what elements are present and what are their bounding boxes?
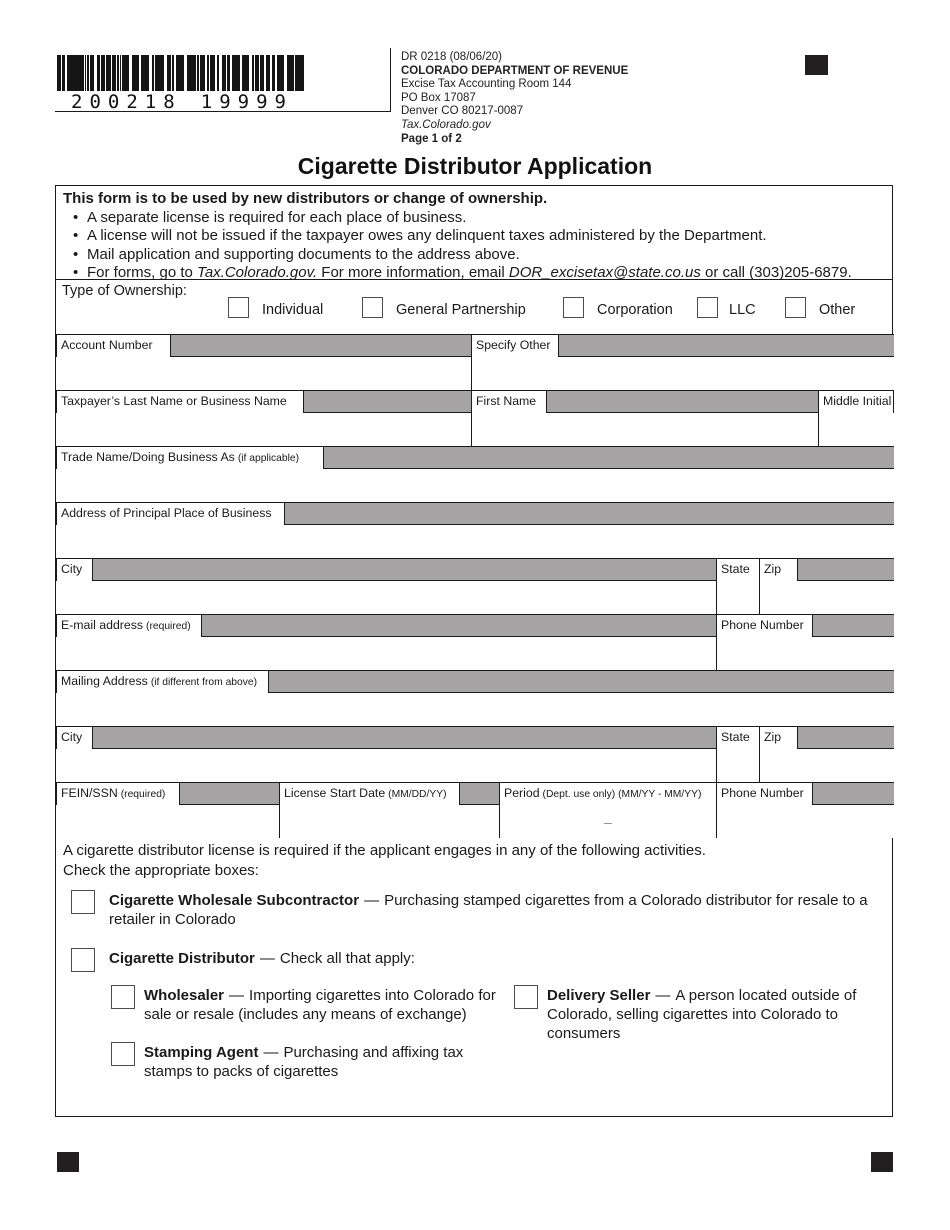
state-input-1[interactable]: [716, 581, 759, 614]
trade-name-input[interactable]: [56, 469, 894, 502]
city-input-1[interactable]: [56, 581, 716, 614]
agency-website: Tax.Colorado.gov: [401, 118, 491, 131]
trade-name-header-row: [56, 446, 894, 469]
cigarette-distributor-text: Cigarette Distributor — Check all that apply:: [109, 950, 415, 967]
ownership-corporation-checkbox[interactable]: [563, 297, 584, 318]
ownership-other-checkbox[interactable]: [785, 297, 806, 318]
email-input[interactable]: [56, 637, 716, 670]
period-dash: –: [604, 813, 612, 830]
fein-label: FEIN/SSN (required): [56, 782, 180, 806]
mailing-address-input[interactable]: [56, 693, 894, 726]
agency-address-line1: Excise Tax Accounting Room 144: [401, 78, 572, 91]
instructions-list: [63, 209, 885, 283]
zip-input-1[interactable]: [759, 581, 894, 614]
stamping-agent-checkbox[interactable]: [111, 1042, 135, 1066]
phone-label-1: Phone Number: [716, 614, 813, 638]
city-input-2[interactable]: [56, 749, 716, 782]
state-input-2[interactable]: [716, 749, 759, 782]
phone-input-1[interactable]: [716, 637, 894, 670]
barcode-frame: [55, 48, 391, 112]
instruction-bullet-4: • For forms, go to Tax.Colorado.gov. For more information, email DOR_excisetax@state.co.us or call (303)205-6879.: [63, 264, 885, 283]
barcode-number-right: 19999: [200, 91, 293, 113]
email-input-row: [56, 637, 894, 670]
instructions-heading: This form is to be used by new distributors or change of ownership.: [63, 190, 548, 207]
ownership-individual-checkbox[interactable]: [228, 297, 249, 318]
ownership-other-label: Other: [819, 302, 856, 318]
phone-label-2: Phone Number: [716, 782, 813, 806]
email-label: E-mail address (required): [56, 614, 202, 638]
state-label-2: State: [716, 726, 760, 750]
account-number-label: Account Number: [56, 334, 171, 358]
agency-address-block: [401, 51, 628, 146]
email-link-text: DOR_excisetax@state.co.us: [508, 264, 701, 281]
zip-label-2: Zip: [759, 726, 798, 750]
ownership-llc-checkbox[interactable]: [697, 297, 718, 318]
state-label: State: [716, 558, 760, 582]
address-input[interactable]: [56, 525, 894, 558]
account-number-header-row: [56, 334, 894, 357]
taxpayer-name-label: Taxpayer’s Last Name or Business Name: [56, 390, 304, 414]
cigarette-wholesale-subcontractor-text: Cigarette Wholesale Subcontractor — Purchasing stamped cigarettes from a Colorado distributor for resale to a retailer in Colorado: [109, 892, 868, 928]
delivery-seller-checkbox[interactable]: [514, 985, 538, 1009]
address-label: Address of Principal Place of Business: [56, 502, 285, 526]
account-number-input-row: [56, 357, 894, 390]
page-title: Cigarette Distributor Application: [297, 153, 653, 179]
instruction-bullet-3: • Mail application and supporting documents to the address above.: [63, 246, 885, 265]
taxpayer-name-input[interactable]: [56, 413, 471, 446]
city-state-zip-header-row-2: [56, 726, 894, 749]
department-name: COLORADO DEPARTMENT OF REVENUE: [401, 64, 629, 77]
city-state-zip-input-row-2: [56, 749, 894, 782]
license-start-date-label: License Start Date (MM/DD/YY): [279, 782, 460, 806]
city-label: City: [56, 558, 93, 582]
form-number: DR 0218 (08/06/20): [401, 51, 503, 63]
registration-mark-bottom-left: [57, 1152, 79, 1172]
zip-label: Zip: [759, 558, 798, 582]
wholesaler-text: Wholesaler — Importing cigarettes into Colorado for sale or resale (includes any means of exchange): [144, 987, 496, 1023]
period-label: Period (Dept. use only) (MM/YY - MM/YY): [499, 782, 717, 806]
agency-address-line3: Denver CO 80217-0087: [401, 105, 524, 118]
instructions-section: [56, 186, 892, 287]
cigarette-distributor-checkbox[interactable]: [71, 948, 95, 972]
wholesaler-checkbox[interactable]: [111, 985, 135, 1009]
first-name-input[interactable]: [471, 413, 818, 446]
email-header-row: [56, 614, 894, 637]
activities-intro-line1: A cigarette distributor license is required if the applicant engages in any of the following activities.: [63, 842, 706, 859]
stamping-agent-text: Stamping Agent — Purchasing and affixing tax stamps to packs of cigarettes: [144, 1044, 464, 1080]
trade-name-input-row: [56, 469, 894, 502]
city-state-zip-input-row-1: [56, 581, 894, 614]
website-link-text: Tax.Colorado.gov.: [197, 264, 318, 281]
ownership-general-partnership-label: General Partnership: [396, 302, 526, 318]
zip-input-2[interactable]: [759, 749, 894, 782]
taxpayer-name-input-row: [56, 413, 894, 446]
city-label-2: City: [56, 726, 93, 750]
barcode-digits: [57, 91, 307, 113]
barcode-number-left: 200218: [71, 91, 182, 113]
address-header-row: [56, 502, 894, 525]
ownership-label: Type of Ownership:: [62, 283, 187, 299]
specify-other-label: Specify Other: [471, 334, 559, 358]
ownership-general-partnership-checkbox[interactable]: [362, 297, 383, 318]
ownership-corporation-label: Corporation: [597, 302, 673, 318]
ownership-individual-label: Individual: [262, 302, 324, 318]
mailing-address-label: Mailing Address (if different from above): [56, 670, 269, 694]
middle-initial-input[interactable]: [818, 413, 894, 446]
page-indicator: Page 1 of 2: [401, 132, 462, 145]
mailing-address-header-row: [56, 670, 894, 693]
instruction-bullet-1: • A separate license is required for each place of business.: [63, 209, 885, 228]
license-start-date-input[interactable]: [279, 805, 499, 838]
first-name-label: First Name: [471, 390, 547, 414]
delivery-seller-text: Delivery Seller — A person located outside of Colorado, selling cigarettes into Colorado to consumers: [547, 987, 857, 1042]
ownership-llc-label: LLC: [729, 302, 756, 318]
period-input[interactable]: [499, 805, 716, 838]
fein-input[interactable]: [56, 805, 279, 838]
specify-other-input[interactable]: [471, 357, 894, 390]
city-state-zip-header-row-1: [56, 558, 894, 581]
activities-intro-line2: Check the appropriate boxes:: [63, 862, 259, 879]
form-body: [55, 185, 893, 1117]
instruction-bullet-2: • A license will not be issued if the taxpayer owes any delinquent taxes administered by the Department.: [63, 227, 885, 246]
phone-input-2[interactable]: [716, 805, 894, 838]
taxpayer-name-header-row: [56, 390, 894, 413]
barcode: [57, 55, 307, 91]
middle-initial-label: Middle Initial: [818, 390, 894, 414]
trade-name-label: Trade Name/Doing Business As (if applicable): [56, 446, 324, 470]
agency-address-line2: PO Box 17087: [401, 91, 476, 104]
cigarette-wholesale-subcontractor-checkbox[interactable]: [71, 890, 95, 914]
account-number-input[interactable]: [56, 357, 471, 390]
fein-input-row: [56, 805, 894, 838]
mailing-address-input-row: [56, 693, 894, 726]
registration-mark-bottom-right: [871, 1152, 893, 1172]
fein-header-row: [56, 782, 894, 805]
address-input-row: [56, 525, 894, 558]
ownership-section: [56, 279, 892, 334]
registration-mark-top-right: [805, 55, 828, 75]
